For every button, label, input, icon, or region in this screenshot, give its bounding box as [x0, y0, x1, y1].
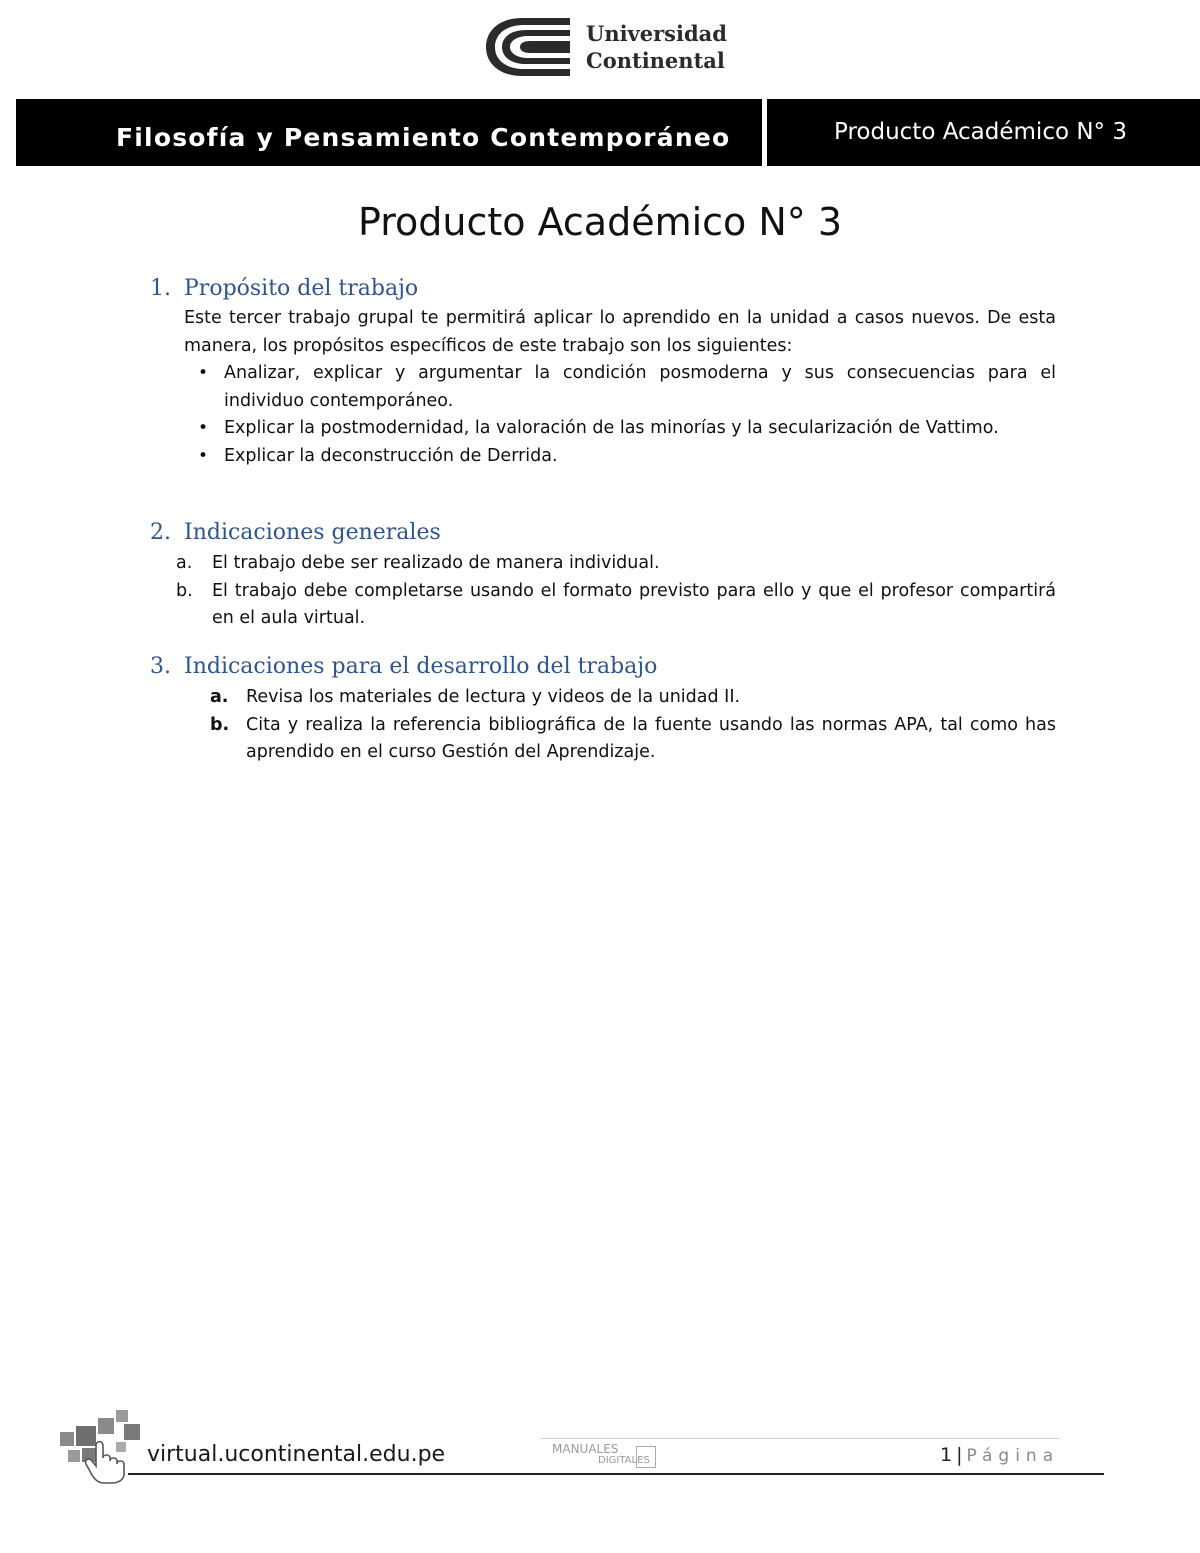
manuales-digitales-subtitle: DIGITALES — [598, 1455, 650, 1466]
university-name-line1: Universidad — [586, 21, 727, 46]
list-item — [198, 360, 1056, 415]
list-item-text: Analizar, explicar y argumentar la condición posmoderna y sus consecuencias para el individuo contemporáneo. — [224, 363, 1056, 411]
bullet-marker: • — [198, 418, 209, 438]
page-number: 1 — [940, 1444, 953, 1466]
list-item — [210, 712, 1056, 767]
purpose-list — [198, 360, 1056, 470]
list-item — [210, 684, 1056, 712]
bullet-marker: • — [198, 363, 209, 383]
list-item — [198, 415, 1056, 443]
footer-divider-thin — [540, 1438, 1060, 1439]
list-item-text: El trabajo debe completarse usando el formato previsto para ello y que el profesor compartirá en el aula virtual. — [212, 580, 1056, 628]
university-name-line2: Continental — [586, 48, 725, 73]
section-intro: Este tercer trabajo grupal te permitirá aplicar lo aprendido en la unidad a casos nuevos. De esta manera, los propósitos específicos de este trabajo son los siguientes: — [184, 308, 1056, 356]
general-indications-list — [176, 550, 1056, 633]
list-item-text: Explicar la postmodernidad, la valoración de las minorías y la secularización de Vattimo. — [224, 418, 999, 438]
manuales-digitales-title: MANUALES — [552, 1442, 619, 1456]
university-logo — [482, 14, 727, 82]
list-item-text: El trabajo debe ser realizado de manera individual. — [212, 553, 660, 573]
page-indicator — [940, 1444, 1059, 1466]
product-label: Producto Académico N° 3 — [834, 119, 1128, 145]
section-heading — [150, 520, 441, 545]
bullet-marker: • — [198, 445, 209, 466]
course-name: Filosofía y Pensamiento Contemporáneo — [116, 123, 731, 152]
list-item-text: Revisa los materiales de lectura y videos de la unidad II. — [246, 687, 741, 707]
section-number: 3. — [150, 654, 171, 679]
section-title: Propósito del trabajo — [184, 276, 419, 301]
list-item — [176, 550, 1056, 578]
list-marker: b. — [176, 580, 193, 601]
section-heading — [150, 654, 657, 679]
university-logo-icon — [482, 14, 574, 80]
header-course-bar — [16, 99, 762, 166]
section-heading — [150, 276, 418, 301]
list-marker: a. — [176, 553, 193, 573]
list-item — [176, 578, 1056, 633]
manuales-logo-box — [636, 1446, 656, 1468]
page-word: Página — [966, 1446, 1060, 1466]
section-number: 1. — [150, 276, 171, 301]
list-item-text: Cita y realiza la referencia bibliográfica de la fuente usando las normas APA, tal como has aprendido en el curso Gestión del Aprendizaje. — [246, 714, 1056, 762]
page-title: Producto Académico N° 3 — [357, 200, 843, 244]
page-separator: | — [956, 1444, 963, 1466]
list-marker: b. — [210, 714, 230, 735]
footer-divider — [128, 1473, 1104, 1475]
header-product-bar — [767, 99, 1200, 166]
list-item-text: Explicar la deconstrucción de Derrida. — [224, 445, 558, 466]
footer-url: virtual.ucontinental.edu.pe — [147, 1442, 446, 1467]
development-indications-list — [210, 684, 1056, 767]
section-title: Indicaciones generales — [184, 520, 441, 545]
section-title: Indicaciones para el desarrollo del trabajo — [184, 654, 658, 679]
section-number: 2. — [150, 520, 171, 545]
list-item — [198, 443, 1056, 471]
list-marker: a. — [210, 687, 229, 707]
university-name — [586, 20, 727, 74]
